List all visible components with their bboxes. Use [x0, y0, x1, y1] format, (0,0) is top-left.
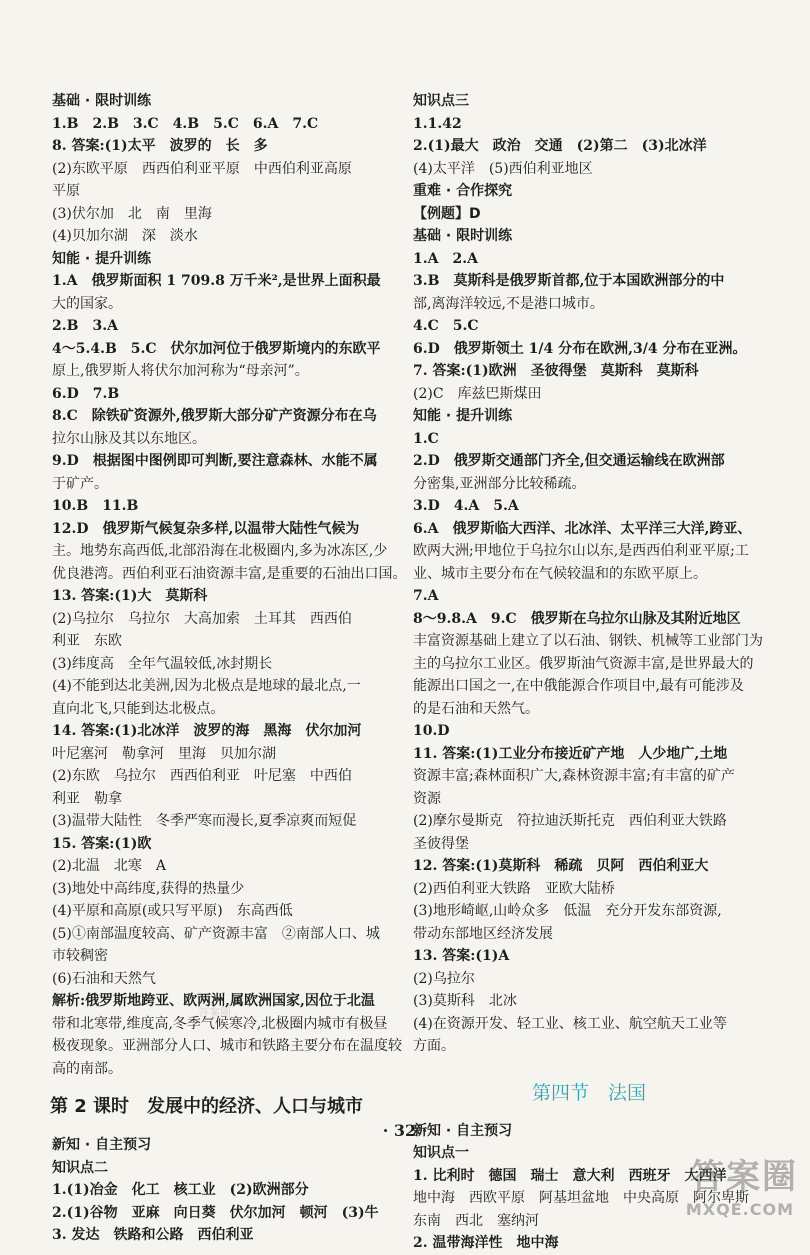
text-line: 叶尼塞河 勒拿河 里海 贝加尔湖 — [52, 745, 276, 762]
answer-line: 8～9.8.A 9.C 俄罗斯在乌拉尔山脉及其附近地区 — [413, 610, 741, 627]
answer-line: 1.A 俄罗斯面积 1 709.8 万千米²,是世界上面积最 — [52, 273, 381, 289]
text-line: 原上,俄罗斯人将伏尔加河称为“母亲河”。 — [52, 363, 309, 379]
answer-line: 8.C 除铁矿资源外,俄罗斯大部分矿产资源分布在乌 — [52, 408, 377, 424]
answer-line: 2.B 3.A — [52, 318, 118, 334]
chapter-title: 第四节 法国 — [531, 1081, 646, 1104]
section-heading: 知识点二 — [52, 1159, 108, 1176]
text-line: (2)摩尔曼斯克 符拉迪沃斯托克 西伯利亚大铁路 — [413, 813, 727, 829]
text-line: (3)伏尔加 北 南 里海 — [52, 205, 212, 222]
answer-line: 15. 答案:(1)欧 — [52, 835, 152, 852]
answer-line: 3. 发达 铁路和公路 西伯利亚 — [52, 1227, 254, 1243]
text-line: (3)纬度高 全年气温较低,冰封期长 — [52, 655, 273, 672]
section-heading: 基础 · 限时训练 — [413, 228, 513, 244]
text-line: 平原 — [52, 183, 80, 199]
text-line: 欧两大洲;甲地位于乌拉尔山以东,是西西伯利亚平原;工 — [413, 543, 749, 559]
text-line: 地中海 西欧平原 阿基坦盆地 中央高原 阿尔卑斯 — [413, 1190, 749, 1206]
text-line: 主的乌拉尔工业区。俄罗斯油气资源丰富,是世界最大的 — [413, 655, 754, 672]
section-heading: 知能 · 提升训练 — [52, 250, 152, 267]
text-line: 直向北飞,只能到达北极点。 — [52, 700, 225, 717]
answer-line: 1.C — [413, 430, 439, 447]
text-line: (3)地形崎岖,山岭众多 低温 充分开发东部资源, — [413, 903, 722, 919]
text-line: 资源丰富;森林面积广大,森林资源丰富;有丰富的矿产 — [413, 768, 735, 784]
text-line: 资源 — [413, 790, 441, 807]
text-line: (3)地处中高纬度,获得的热量少 — [52, 880, 245, 897]
answer-line: 4～5.4.B 5.C 伏尔加河位于俄罗斯境内的东欧平 — [52, 340, 381, 357]
answer-line: 10.B 11.B — [52, 498, 139, 514]
answer-line: 13. 答案:(1)A — [413, 948, 510, 964]
answer-line: 2.(1)最大 政治 交通 (2)第二 (3)北冰洋 — [413, 138, 707, 154]
answer-line: 1.1.42 — [413, 115, 462, 132]
text-line: (2)东欧 乌拉尔 西西伯利亚 叶尼塞 中西伯 — [52, 768, 352, 784]
text-line: 大的国家。 — [52, 295, 122, 312]
section-heading: 【例题】D — [413, 205, 481, 222]
text-line: 部,离海洋较远,不是港口城市。 — [413, 295, 604, 312]
answer-line: 12. 答案:(1)莫斯科 稀疏 贝阿 西伯利亚大 — [413, 858, 709, 874]
answer-line: 7. 答案:(1)欧洲 圣彼得堡 莫斯科 莫斯科 — [413, 363, 699, 379]
text-line: (2)东欧平原 西西伯利亚平原 中西伯利亚高原 — [52, 160, 352, 177]
text-line: 优良港湾。西伯利亚石油资源丰富,是重要的石油出口国。 — [52, 565, 407, 582]
lesson-title: 第 2 课时 发展中的经济、人口与城市 — [50, 1096, 364, 1117]
answer-line: 1.A 2.A — [413, 250, 478, 267]
section-heading: 新知 · 自主预习 — [52, 1137, 152, 1153]
text-line: (3)温带大陆性 冬季严寒而漫长,夏季凉爽而短促 — [52, 813, 357, 829]
answer-line: 1. 比利时 德国 瑞士 意大利 西班牙 大西洋 — [413, 1167, 727, 1184]
text-line: 业、城市主要分布在气候较温和的东欧平原上。 — [413, 565, 707, 582]
text-line: (5)①南部温度较高、矿产资源丰富 ②南部人口、城 — [52, 925, 380, 942]
text-line: 丰富资源基础上建立了以石油、钢铁、机械等工业部门为 — [413, 633, 763, 649]
text-line: 市较稠密 — [52, 948, 108, 964]
section-heading: 知识点三 — [413, 93, 469, 109]
text-line: (6)石油和天然气 — [52, 970, 156, 987]
answer-line: 13. 答案:(1)大 莫斯科 — [52, 588, 208, 604]
answer-line: 2.(1)谷物 亚麻 向日葵 伏尔加河 顿河 (3)牛 — [52, 1204, 379, 1221]
text-line: 方面。 — [413, 1038, 455, 1054]
text-line: 东南 西北 塞纳河 — [413, 1212, 539, 1229]
text-line: (4)贝加尔湖 深 淡水 — [52, 228, 198, 244]
text-line: 分密集,亚洲部分比较稀疏。 — [413, 475, 586, 492]
answer-line: 2.D 俄罗斯交通部门齐全,但交通运输线在欧洲部 — [413, 453, 725, 469]
text-line: (2)乌拉尔 — [413, 970, 475, 987]
text-line: 利亚 东欧 — [52, 633, 122, 649]
text-line: (2)西伯利亚大铁路 亚欧大陆桥 — [413, 880, 615, 897]
answer-line: 9.D 根据图中图例即可判断,要注意森林、水能不属 — [52, 453, 378, 469]
answer-line: 7.A — [413, 588, 439, 604]
text-line: (4)太平洋 (5)西伯利亚地区 — [413, 160, 593, 177]
text-line: 的是石油和天然气。 — [413, 700, 539, 717]
watermark-logo-text: 答案圈 — [690, 1157, 798, 1197]
watermark-logo — [648, 1149, 798, 1219]
answer-line: 2. 温带海洋性 地中海 — [413, 1235, 559, 1251]
text-line: (4)不能到达北美洲,因为北极点是地球的最北点,一 — [52, 678, 361, 694]
text-line: 圣彼得堡 — [413, 835, 469, 852]
answer-line: 10.D — [413, 723, 450, 739]
text-line: (4)平原和高原(或只写平原) 东高西低 — [52, 903, 293, 919]
text-line: (4)在资源开发、轻工业、核工业、航空航天工业等 — [413, 1015, 727, 1032]
faded-stamp: 答案圈 — [198, 1006, 231, 1019]
answer-line: 3.D 4.A 5.A — [413, 498, 519, 514]
answer-line: 解析:俄罗斯地跨亚、欧两洲,属欧洲国家,因位于北温 — [52, 993, 375, 1009]
section-heading: 新知 · 自主预习 — [413, 1122, 513, 1139]
section-heading: 重难 · 合作探究 — [413, 183, 513, 199]
answer-line: 11. 答案:(1)工业分布接近矿产地 人少地广,土地 — [413, 745, 728, 762]
text-line: (3)莫斯科 北冰 — [413, 993, 517, 1009]
answer-line: 8. 答案:(1)太平 波罗的 长 多 — [52, 138, 268, 154]
text-line: 能源出口国之一,在中俄能源合作项目中,最有可能涉及 — [413, 678, 744, 694]
answer-line: 12.D 俄罗斯气候复杂多样,以温带大陆性气候为 — [52, 520, 360, 537]
watermark-url: MXQE.COM — [685, 1200, 794, 1219]
text-line: 于矿产。 — [52, 475, 108, 492]
answer-line: 6.A 俄罗斯临大西洋、北冰洋、太平洋三大洋,跨亚、 — [413, 520, 752, 537]
answer-line: 1.(1)冶金 化工 核工业 (2)欧洲部分 — [52, 1182, 309, 1198]
text-line: (2)乌拉尔 乌拉尔 大高加索 土耳其 西西伯 — [52, 610, 352, 627]
text-line: (2)C 库兹巴斯煤田 — [413, 385, 542, 402]
text-line: (2)北温 北寒 A — [52, 858, 166, 874]
text-line: 带和北寒带,维度高,冬季气候寒冷,北极圈内城市有极昼 — [52, 1015, 388, 1032]
page-number: · 32 · — [382, 1121, 428, 1140]
section-heading: 知能 · 提升训练 — [413, 408, 513, 424]
right-column — [413, 90, 765, 1255]
section-heading: 基础 · 限时训练 — [52, 93, 152, 109]
text-line: 带动东部地区经济发展 — [413, 925, 553, 942]
text-line: 高的南部。 — [52, 1060, 122, 1077]
answer-line: 1.B 2.B 3.C 4.B 5.C 6.A 7.C — [52, 115, 319, 132]
answer-line: 6.D 俄罗斯领土 1/4 分布在欧洲,3/4 分布在亚洲。 — [413, 340, 747, 357]
text-line: 利亚 勒拿 — [52, 790, 122, 807]
answer-line: 4.C 5.C — [413, 318, 479, 334]
answer-line: 6.D 7.B — [52, 385, 120, 402]
answer-line: 3.B 莫斯科是俄罗斯首都,位于本国欧洲部分的中 — [413, 273, 725, 289]
text-line: 主。地势东高西低,北部沿海在北极圈内,多为冰冻区,少 — [52, 543, 388, 559]
answer-line: 14. 答案:(1)北冰洋 波罗的海 黑海 伏尔加河 — [52, 723, 362, 739]
text-line: 拉尔山脉及其以东地区。 — [52, 430, 206, 447]
section-heading: 知识点一 — [413, 1145, 469, 1161]
text-line: 极夜现象。亚洲部分人口、城市和铁路主要分布在温度较 — [52, 1038, 402, 1054]
